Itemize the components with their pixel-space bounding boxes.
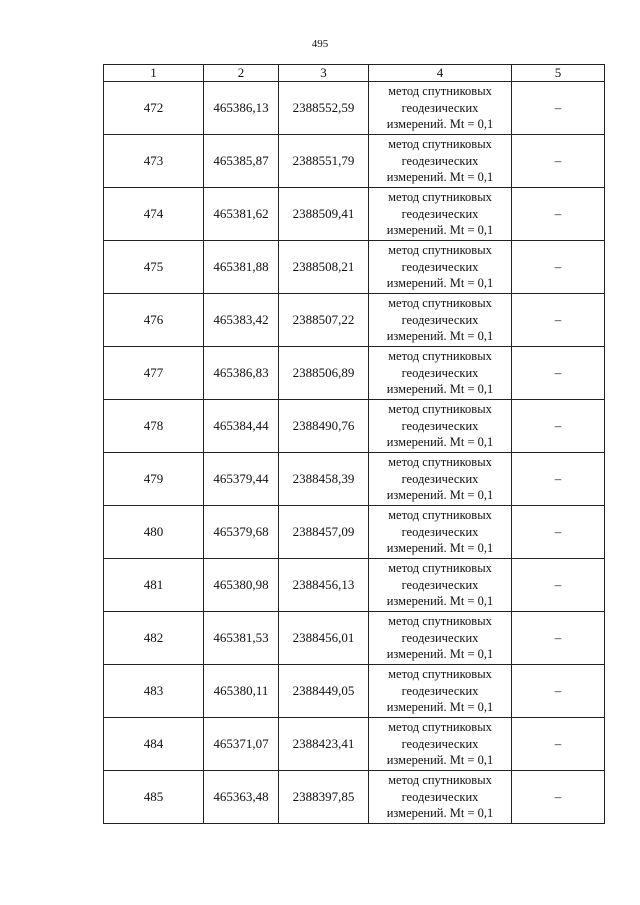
method-text-line: геодезических: [401, 206, 479, 221]
method-text-line: метод спутниковых: [388, 84, 492, 99]
point-number-cell: 476: [104, 294, 204, 347]
method-text-line: метод спутниковых: [388, 667, 492, 682]
header-col-2: 2: [204, 65, 279, 82]
point-number-cell: 473: [104, 135, 204, 188]
method-text-line: геодезических: [401, 312, 479, 327]
table-header-row: [104, 65, 605, 82]
method-text-line: измерений. Mt = 0,1: [386, 541, 494, 556]
col5-cell: –: [512, 241, 605, 294]
x-coordinate-cell: 465381,88: [204, 241, 279, 294]
method-text-line: метод спутниковых: [388, 773, 492, 788]
y-coordinate-cell: 2388458,39: [279, 453, 369, 506]
method-cell: [369, 82, 512, 135]
col5-cell: –: [512, 665, 605, 718]
point-number-cell: 485: [104, 771, 204, 824]
table-row: [104, 559, 605, 612]
x-coordinate-cell: 465379,68: [204, 506, 279, 559]
method-text-line: геодезических: [401, 153, 479, 168]
col5-cell: –: [512, 400, 605, 453]
y-coordinate-cell: 2388490,76: [279, 400, 369, 453]
point-number-cell: 479: [104, 453, 204, 506]
method-text-line: геодезических: [401, 365, 479, 380]
method-text-line: измерений. Mt = 0,1: [386, 594, 494, 609]
method-text-line: геодезических: [401, 524, 479, 539]
point-number-cell: 478: [104, 400, 204, 453]
method-text-line: метод спутниковых: [388, 455, 492, 470]
method-cell: [369, 559, 512, 612]
col5-cell: –: [512, 771, 605, 824]
method-cell: [369, 241, 512, 294]
y-coordinate-cell: 2388508,21: [279, 241, 369, 294]
table-row: [104, 506, 605, 559]
page-number: 495: [311, 38, 329, 50]
x-coordinate-cell: 465380,98: [204, 559, 279, 612]
coordinates-table: [103, 64, 605, 824]
y-coordinate-cell: 2388551,79: [279, 135, 369, 188]
method-text-line: измерений. Mt = 0,1: [386, 488, 494, 503]
x-coordinate-cell: 465380,11: [204, 665, 279, 718]
method-text-line: измерений. Mt = 0,1: [386, 700, 494, 715]
point-number-cell: 475: [104, 241, 204, 294]
x-coordinate-cell: 465379,44: [204, 453, 279, 506]
y-coordinate-cell: 2388456,01: [279, 612, 369, 665]
x-coordinate-cell: 465386,13: [204, 82, 279, 135]
point-number-cell: 477: [104, 347, 204, 400]
method-text-line: метод спутниковых: [388, 561, 492, 576]
col5-cell: –: [512, 135, 605, 188]
y-coordinate-cell: 2388552,59: [279, 82, 369, 135]
point-number-cell: 480: [104, 506, 204, 559]
method-text-line: геодезических: [401, 471, 479, 486]
method-text-line: измерений. Mt = 0,1: [386, 276, 494, 291]
method-text-line: метод спутниковых: [388, 720, 492, 735]
method-text-line: измерений. Mt = 0,1: [386, 753, 494, 768]
method-text-line: метод спутниковых: [388, 137, 492, 152]
col5-cell: –: [512, 453, 605, 506]
method-text-line: метод спутниковых: [388, 508, 492, 523]
method-cell: [369, 294, 512, 347]
method-text-line: метод спутниковых: [388, 243, 492, 258]
method-text-line: метод спутниковых: [388, 190, 492, 205]
method-cell: [369, 665, 512, 718]
header-col-4: 4: [369, 65, 512, 82]
y-coordinate-cell: 2388423,41: [279, 718, 369, 771]
method-text-line: геодезических: [401, 789, 479, 804]
method-text-line: геодезических: [401, 577, 479, 592]
col5-cell: –: [512, 559, 605, 612]
y-coordinate-cell: 2388456,13: [279, 559, 369, 612]
method-text-line: измерений. Mt = 0,1: [386, 647, 494, 662]
y-coordinate-cell: 2388506,89: [279, 347, 369, 400]
method-text-line: измерений. Mt = 0,1: [386, 806, 494, 821]
method-text-line: измерений. Mt = 0,1: [386, 329, 494, 344]
table-body: [104, 82, 605, 824]
table-row: [104, 188, 605, 241]
method-text-line: измерений. Mt = 0,1: [386, 170, 494, 185]
x-coordinate-cell: 465385,87: [204, 135, 279, 188]
table-row: [104, 453, 605, 506]
method-text-line: метод спутниковых: [388, 614, 492, 629]
table-row: [104, 294, 605, 347]
col5-cell: –: [512, 188, 605, 241]
col5-cell: –: [512, 294, 605, 347]
table-row: [104, 771, 605, 824]
method-text-line: метод спутниковых: [388, 296, 492, 311]
point-number-cell: 483: [104, 665, 204, 718]
method-cell: [369, 453, 512, 506]
col5-cell: –: [512, 612, 605, 665]
method-cell: [369, 612, 512, 665]
x-coordinate-cell: 465386,83: [204, 347, 279, 400]
method-cell: [369, 718, 512, 771]
table-row: [104, 82, 605, 135]
table-row: [104, 718, 605, 771]
method-text-line: измерений. Mt = 0,1: [386, 382, 494, 397]
col5-cell: –: [512, 506, 605, 559]
method-text-line: геодезических: [401, 683, 479, 698]
y-coordinate-cell: 2388507,22: [279, 294, 369, 347]
table-row: [104, 135, 605, 188]
table-row: [104, 665, 605, 718]
method-cell: [369, 188, 512, 241]
point-number-cell: 484: [104, 718, 204, 771]
method-cell: [369, 506, 512, 559]
y-coordinate-cell: 2388449,05: [279, 665, 369, 718]
method-text-line: метод спутниковых: [388, 349, 492, 364]
header-col-5: 5: [512, 65, 605, 82]
col5-cell: –: [512, 82, 605, 135]
point-number-cell: 481: [104, 559, 204, 612]
header-col-1: 1: [104, 65, 204, 82]
x-coordinate-cell: 465363,48: [204, 771, 279, 824]
method-text-line: геодезических: [401, 418, 479, 433]
method-cell: [369, 771, 512, 824]
col5-cell: –: [512, 718, 605, 771]
y-coordinate-cell: 2388397,85: [279, 771, 369, 824]
method-text-line: измерений. Mt = 0,1: [386, 435, 494, 450]
table-row: [104, 612, 605, 665]
method-text-line: геодезических: [401, 100, 479, 115]
y-coordinate-cell: 2388509,41: [279, 188, 369, 241]
method-cell: [369, 135, 512, 188]
col5-cell: –: [512, 347, 605, 400]
point-number-cell: 474: [104, 188, 204, 241]
x-coordinate-cell: 465383,42: [204, 294, 279, 347]
point-number-cell: 472: [104, 82, 204, 135]
method-cell: [369, 400, 512, 453]
point-number-cell: 482: [104, 612, 204, 665]
method-text-line: измерений. Mt = 0,1: [386, 117, 494, 132]
header-col-3: 3: [279, 65, 369, 82]
table-row: [104, 347, 605, 400]
x-coordinate-cell: 465381,53: [204, 612, 279, 665]
method-text-line: геодезических: [401, 736, 479, 751]
x-coordinate-cell: 465381,62: [204, 188, 279, 241]
method-text-line: геодезических: [401, 259, 479, 274]
table-row: [104, 241, 605, 294]
method-text-line: геодезических: [401, 630, 479, 645]
method-cell: [369, 347, 512, 400]
method-text-line: измерений. Mt = 0,1: [386, 223, 494, 238]
table-row: [104, 400, 605, 453]
x-coordinate-cell: 465384,44: [204, 400, 279, 453]
x-coordinate-cell: 465371,07: [204, 718, 279, 771]
y-coordinate-cell: 2388457,09: [279, 506, 369, 559]
method-text-line: метод спутниковых: [388, 402, 492, 417]
